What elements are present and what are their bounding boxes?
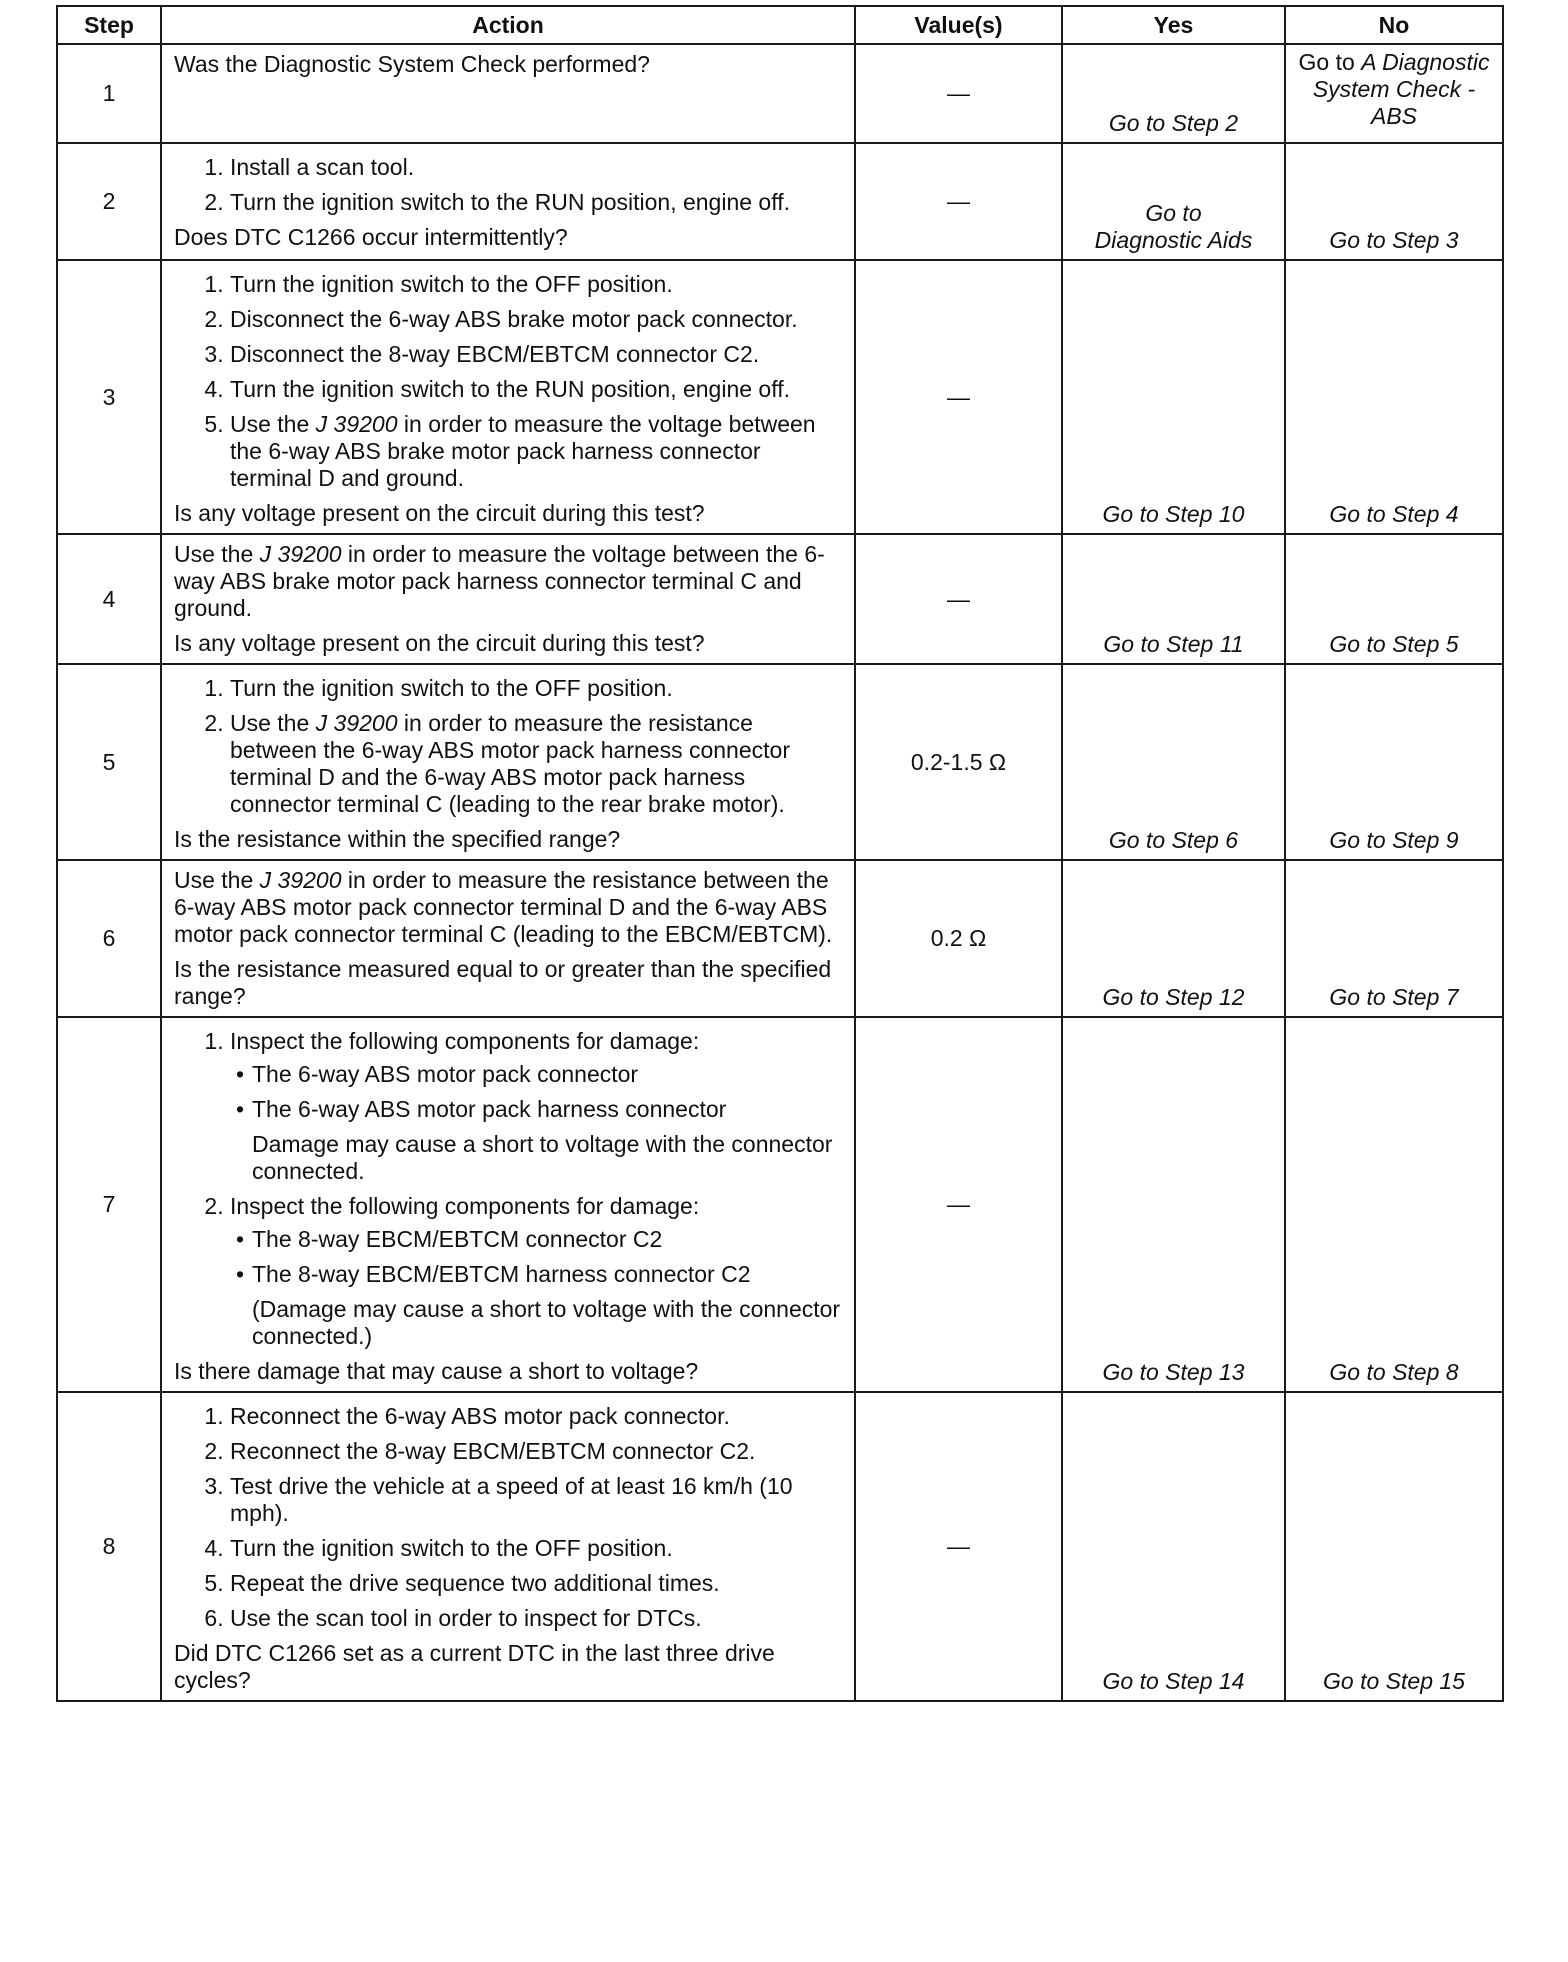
no-cell: Go to Step 7 [1285, 860, 1503, 1017]
action-step: 4. Turn the ignition switch to the RUN position, engine off. [230, 376, 842, 403]
yes-cell: Go to Step 10 [1062, 260, 1285, 534]
no-cell: Go to Step 5 [1285, 534, 1503, 664]
action-text-part: in order to measure the resistance between the 6-way ABS motor pack connector terminal D and the 6-way ABS motor pack connector terminal C (leading to the EBCM/EBTCM). [174, 867, 833, 947]
action-cell [161, 1392, 855, 1701]
component-list [230, 1061, 842, 1123]
action-cell [161, 143, 855, 260]
value-cell: — [855, 1392, 1062, 1701]
component-list [230, 1226, 842, 1288]
component-item: • The 8-way EBCM/EBTCM harness connector C2 [230, 1261, 842, 1288]
action-steps [174, 154, 842, 216]
diagnostic-table [56, 5, 1504, 1702]
component-item: • The 6-way ABS motor pack harness connector [230, 1096, 842, 1123]
action-cell [161, 260, 855, 534]
action-step: 1. Turn the ignition switch to the OFF position. [230, 271, 842, 298]
table-row [57, 44, 1503, 143]
action-steps [174, 675, 842, 818]
value-cell: — [855, 534, 1062, 664]
action-step: 1. Turn the ignition switch to the OFF position. [230, 675, 842, 702]
action-step-text: in order to measure the resistance between the 6-way ABS motor pack harness connector terminal D and the 6-way ABS motor pack harness connector terminal C (leading to the rear brake motor). [230, 710, 790, 817]
action-text-part: in order to measure the voltage between the 6-way ABS brake motor pack harness connector terminal C and ground. [174, 541, 825, 621]
action-question: Is any voltage present on the circuit during this test? [174, 500, 705, 526]
action-step: 3. Test drive the vehicle at a speed of at least 16 km/h (10 mph). [230, 1473, 842, 1527]
action-step: 2. Reconnect the 8-way EBCM/EBTCM connector C2. [230, 1438, 842, 1465]
yes-cell: Go to Step 6 [1062, 664, 1285, 860]
action-step: 5. Repeat the drive sequence two additional times. [230, 1570, 842, 1597]
no-cell: Go to Step 4 [1285, 260, 1503, 534]
damage-note: (Damage may cause a short to voltage with the connector connected.) [252, 1296, 841, 1349]
action-step: 1. Reconnect the 6-way ABS motor pack connector. [230, 1403, 842, 1430]
action-step-text: Use the [230, 710, 316, 736]
action-cell [161, 44, 855, 143]
table-row [57, 664, 1503, 860]
value-cell: 0.2 Ω [855, 860, 1062, 1017]
no-cell [1285, 44, 1503, 143]
no-cell: Go to Step 3 [1285, 143, 1503, 260]
table-row [57, 860, 1503, 1017]
action-step-text: in order to measure the voltage between the 6-way ABS brake motor pack harness connector terminal D and ground. [230, 411, 816, 491]
step-number: 7 [57, 1017, 161, 1392]
damage-note: Damage may cause a short to voltage with the connector connected. [252, 1131, 833, 1184]
step-number: 5 [57, 664, 161, 860]
action-question: Is the resistance measured equal to or greater than the specified range? [174, 956, 832, 1009]
action-step-text: Inspect the following components for damage: [230, 1193, 700, 1219]
action-steps [174, 1028, 842, 1350]
no-cell: Go to Step 9 [1285, 664, 1503, 860]
yes-cell: Go to Step 13 [1062, 1017, 1285, 1392]
value-cell: — [855, 1017, 1062, 1392]
action-question: Is there damage that may cause a short to voltage? [174, 1358, 699, 1384]
header-values: Value(s) [855, 6, 1062, 44]
tool-name: J 39200 [315, 411, 398, 437]
header-step: Step [57, 6, 161, 44]
header-yes: Yes [1062, 6, 1285, 44]
yes-cell: Go to Step 12 [1062, 860, 1285, 1017]
action-step: 6. Use the scan tool in order to inspect for DTCs. [230, 1605, 842, 1632]
action-text: Was the Diagnostic System Check performed? [174, 51, 650, 77]
yes-cell: Go to Step 2 [1062, 44, 1285, 143]
action-cell [161, 860, 855, 1017]
action-step [230, 411, 842, 492]
value-cell: 0.2-1.5 Ω [855, 664, 1062, 860]
action-text-part: Use the [174, 867, 260, 893]
step-number: 8 [57, 1392, 161, 1701]
header-no: No [1285, 6, 1503, 44]
action-cell [161, 534, 855, 664]
tool-name: J 39200 [315, 710, 398, 736]
yes-cell: Go to Step 11 [1062, 534, 1285, 664]
value-cell: — [855, 260, 1062, 534]
step-number: 2 [57, 143, 161, 260]
table-row [57, 534, 1503, 664]
yes-goto-text: Go to [1145, 200, 1202, 226]
action-text [174, 867, 842, 948]
action-step [230, 1193, 842, 1350]
step-number: 3 [57, 260, 161, 534]
action-step-text: Inspect the following components for damage: [230, 1028, 700, 1054]
action-cell [161, 664, 855, 860]
yes-cell [1062, 143, 1285, 260]
action-question: Does DTC C1266 occur intermittently? [174, 224, 568, 250]
table-row [57, 1392, 1503, 1701]
header-row [57, 6, 1503, 44]
action-cell [161, 1017, 855, 1392]
tool-name: J 39200 [259, 867, 342, 893]
no-cell: Go to Step 15 [1285, 1392, 1503, 1701]
table-row [57, 1017, 1503, 1392]
action-question: Did DTC C1266 set as a current DTC in the last three drive cycles? [174, 1640, 775, 1693]
tool-name: J 39200 [259, 541, 342, 567]
no-cell: Go to Step 8 [1285, 1017, 1503, 1392]
action-step-text: Use the [230, 411, 316, 437]
table-row [57, 143, 1503, 260]
step-number: 6 [57, 860, 161, 1017]
action-steps [174, 271, 842, 492]
header-action: Action [161, 6, 855, 44]
step-number: 1 [57, 44, 161, 143]
table-row [57, 260, 1503, 534]
action-text-part: Use the [174, 541, 260, 567]
action-step: 1. Install a scan tool. [230, 154, 842, 181]
value-cell: — [855, 143, 1062, 260]
action-step [230, 1028, 842, 1185]
action-question: Is the resistance within the specified range? [174, 826, 621, 852]
action-step: 3. Disconnect the 8-way EBCM/EBTCM connector C2. [230, 341, 842, 368]
no-goto-text: Go to [1298, 49, 1362, 75]
action-step: 2. Turn the ignition switch to the RUN position, engine off. [230, 189, 842, 216]
action-step [230, 710, 842, 818]
action-step: 2. Disconnect the 6-way ABS brake motor pack connector. [230, 306, 842, 333]
yes-cell: Go to Step 14 [1062, 1392, 1285, 1701]
component-item: • The 6-way ABS motor pack connector [230, 1061, 842, 1088]
action-steps [174, 1403, 842, 1632]
step-number: 4 [57, 534, 161, 664]
action-step: 4. Turn the ignition switch to the OFF position. [230, 1535, 842, 1562]
no-goto-target: A Diagnostic System Check - ABS [1312, 49, 1490, 129]
yes-goto-target: Diagnostic Aids [1094, 227, 1253, 253]
action-text [174, 541, 842, 622]
value-cell: — [855, 44, 1062, 143]
action-question: Is any voltage present on the circuit during this test? [174, 630, 705, 656]
component-item: • The 8-way EBCM/EBTCM connector C2 [230, 1226, 842, 1253]
